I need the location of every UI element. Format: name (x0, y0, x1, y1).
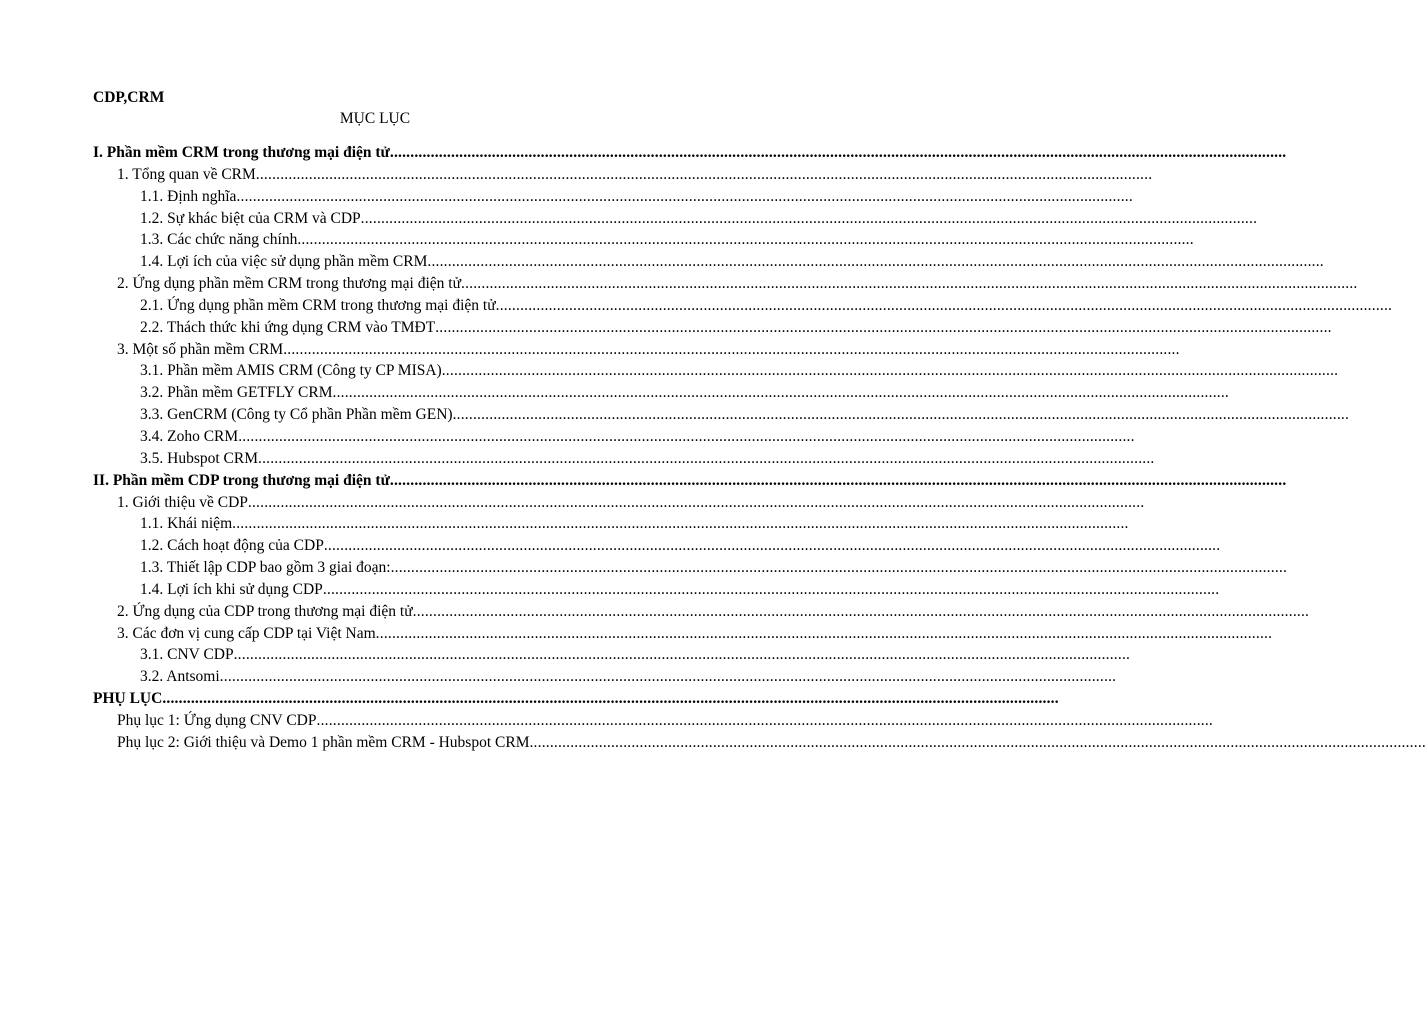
toc-entry-text: 1.1. Khái niệm (140, 515, 233, 533)
toc-entry-text: 1.2. Sự khác biệt của CRM và CDP (140, 209, 361, 227)
toc-entry[interactable] (0, 535, 1221, 557)
dot-leader: ............................................................................................................................................................................................................................ (435, 318, 1332, 336)
document-label: CDP,CRM (93, 89, 165, 106)
toc-entry[interactable] (0, 623, 1273, 645)
dot-leader: ............................................................................................................................................................................................................................ (427, 253, 1324, 271)
toc-entry-text: 2. Ứng dụng của CDP trong thương mại điện tử (117, 602, 413, 620)
toc-entry[interactable] (0, 513, 1129, 535)
dot-leader: ............................................................................................................................................................................................................................ (297, 231, 1194, 249)
toc-entry[interactable] (0, 644, 1131, 666)
toc-entry[interactable] (0, 251, 1324, 273)
toc-entry[interactable] (0, 360, 1339, 382)
dot-leader: ............................................................................................................................................................................................................................ (360, 209, 1258, 227)
toc-entry[interactable] (0, 710, 1213, 732)
dot-leader: ............................................................................................................................................................................................................................ (255, 165, 1153, 183)
dot-leader: ............................................................................................................................................................................................................................ (452, 406, 1350, 424)
dot-leader: ............................................................................................................................................................................................................................ (389, 144, 1287, 161)
toc-entry-text: 3. Các đơn vị cung cấp CDP tại Việt Nam (117, 624, 376, 642)
toc-entry-text: 3.1. Phần mềm AMIS CRM (Công ty CP MISA) (140, 362, 442, 380)
toc-entry[interactable] (0, 229, 1194, 251)
toc-entry-text: 3.3. GenCRM (Công ty Cổ phần Phần mềm GEN) (140, 406, 453, 424)
toc-entry[interactable] (0, 186, 1133, 208)
toc-entry-text: 3.4. Zoho CRM (140, 427, 239, 445)
dot-leader: ............................................................................................................................................................................................................................ (247, 493, 1145, 511)
toc-entry[interactable] (0, 492, 1145, 514)
toc-entry-text: Phụ lục 1: Ứng dụng CNV CDP (117, 711, 317, 729)
dot-leader: ............................................................................................................................................................................................................................ (495, 296, 1393, 314)
dot-leader: ............................................................................................................................................................................................................................ (316, 711, 1213, 729)
dot-leader: ............................................................................................................................................................................................................................ (332, 384, 1229, 402)
toc-entry[interactable] (0, 339, 1180, 361)
toc-entry-text: I. Phần mềm CRM trong thương mại điện tử (93, 144, 390, 161)
toc-entry[interactable] (0, 142, 1287, 164)
toc-entry[interactable] (0, 448, 1155, 470)
dot-leader: ............................................................................................................................................................................................................................ (529, 733, 1426, 751)
toc-entry-text: 3.2. Phần mềm GETFLY CRM (140, 384, 333, 402)
toc-entry-text: 2. Ứng dụng phần mềm CRM trong thương mại điện tử (117, 275, 461, 293)
toc-entry[interactable] (0, 579, 1220, 601)
toc-entry-text: 1. Giới thiệu về CDP (117, 493, 248, 511)
toc-entry-text: II. Phần mềm CDP trong thương mại điện tử (93, 471, 390, 489)
toc-entry-text: 1.1. Định nghĩa (140, 187, 237, 205)
toc-entry[interactable] (0, 317, 1332, 339)
dot-leader: ............................................................................................................................................................................................................................ (238, 427, 1135, 445)
dot-leader: ............................................................................................................................................................................................................................ (233, 646, 1131, 664)
toc-entry[interactable] (0, 208, 1258, 230)
toc-entry[interactable] (0, 426, 1135, 448)
dot-leader: ............................................................................................................................................................................................................................ (232, 515, 1129, 533)
dot-leader: ............................................................................................................................................................................................................................ (390, 559, 1288, 577)
toc-entry-text: 3.5. Hubspot CRM (140, 449, 258, 467)
dot-leader: ............................................................................................................................................................................................................................ (283, 340, 1180, 358)
toc-entry[interactable] (0, 382, 1229, 404)
toc-entry[interactable] (0, 557, 1288, 579)
dot-leader: ............................................................................................................................................................................................................................ (461, 275, 1358, 293)
toc-entry-text: Phụ lục 2: Giới thiệu và Demo 1 phần mềm CRM - Hubspot CRM (117, 733, 530, 751)
dot-leader: ............................................................................................................................................................................................................................ (323, 537, 1221, 555)
toc-entry-text: 1. Tổng quan về CRM (117, 165, 256, 183)
dot-leader: ............................................................................................................................................................................................................................ (441, 362, 1339, 380)
dot-leader: ............................................................................................................................................................................................................................ (236, 187, 1133, 205)
toc-entry-text: 2.2. Thách thức khi ứng dụng CRM vào TMĐT (140, 318, 436, 336)
toc-entry[interactable] (0, 732, 1426, 754)
toc-entry-text: 3. Một số phần mềm CRM (117, 340, 284, 358)
toc-title: MỤC LỤC (339, 110, 411, 127)
dot-leader: ............................................................................................................................................................................................................................ (412, 602, 1310, 620)
toc-entry-text: 1.3. Thiết lập CDP bao gồm 3 giai đoạn: (140, 559, 391, 577)
toc-entry-text: 1.3. Các chức năng chính (140, 231, 298, 249)
toc-entry-text: 1.2. Cách hoạt động của CDP (140, 537, 324, 555)
dot-leader: ............................................................................................................................................................................................................................ (258, 449, 1155, 467)
toc-entry[interactable] (0, 164, 1153, 186)
toc-entry-text: 1.4. Lợi ích của việc sử dụng phần mềm CRM (140, 253, 428, 271)
toc-entry[interactable] (0, 273, 1358, 295)
dot-leader: ............................................................................................................................................................................................................................ (162, 690, 1059, 708)
toc-entry[interactable] (0, 666, 1117, 688)
toc-entry-text: 3.2. Antsomi (140, 668, 220, 686)
dot-leader: ............................................................................................................................................................................................................................ (375, 624, 1273, 642)
toc-entry-text: PHỤ LỤC (93, 690, 163, 708)
dot-leader: ............................................................................................................................................................................................................................ (219, 668, 1117, 686)
toc-entry[interactable] (0, 470, 1287, 492)
toc-entry[interactable] (0, 601, 1310, 623)
dot-leader: ............................................................................................................................................................................................................................ (389, 471, 1287, 489)
toc-entry-text: 1.4. Lợi ích khi sử dụng CDP (140, 580, 323, 598)
toc-entry[interactable] (0, 688, 1059, 710)
toc-entry-text: 2.1. Ứng dụng phần mềm CRM trong thương mại điện tử (140, 296, 496, 314)
dot-leader: ............................................................................................................................................................................................................................ (322, 580, 1220, 598)
toc-entry-text: 3.1. CNV CDP (140, 646, 234, 664)
table-of-contents (0, 142, 1426, 754)
toc-entry[interactable] (0, 404, 1350, 426)
toc-entry[interactable] (0, 295, 1393, 317)
